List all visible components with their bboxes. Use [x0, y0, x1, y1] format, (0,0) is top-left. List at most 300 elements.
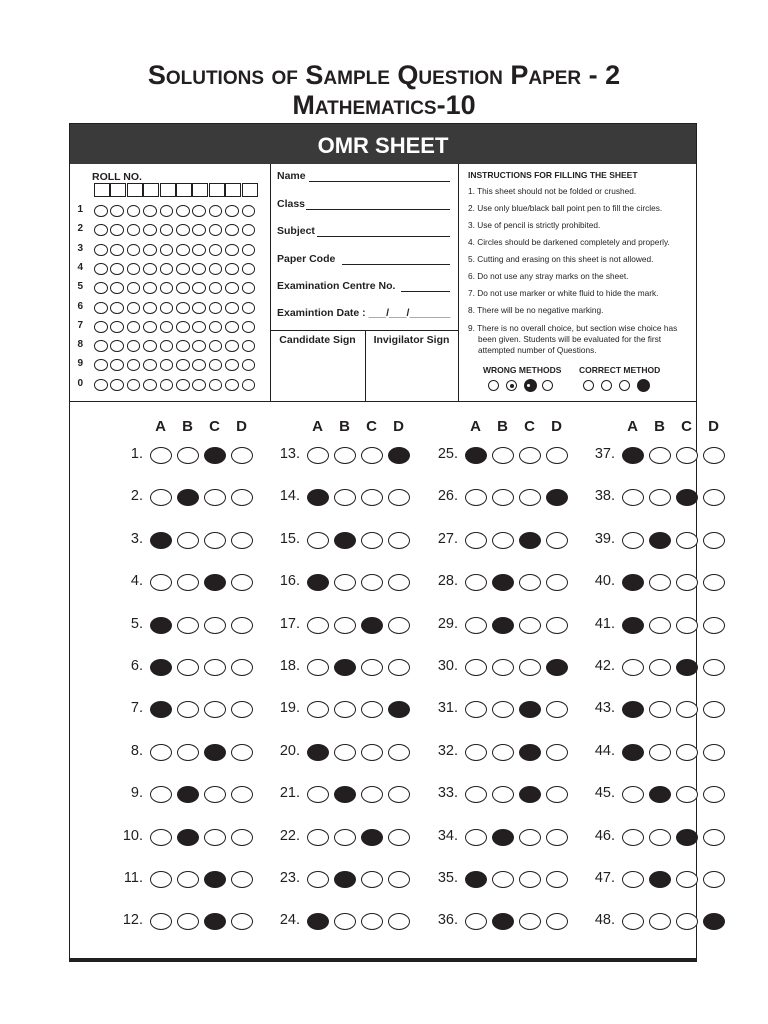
- answer-bubble[interactable]: [492, 829, 514, 846]
- roll-digit-box[interactable]: [160, 183, 176, 197]
- answer-bubble[interactable]: [492, 447, 514, 464]
- answer-bubble[interactable]: [204, 574, 226, 591]
- roll-bubble[interactable]: [176, 244, 190, 256]
- roll-bubble[interactable]: [160, 263, 174, 275]
- answer-bubble[interactable]: [676, 574, 698, 591]
- answer-bubble[interactable]: [231, 489, 253, 506]
- answer-bubble[interactable]: [334, 701, 356, 718]
- roll-bubble[interactable]: [160, 379, 174, 391]
- answer-bubble[interactable]: [546, 701, 568, 718]
- roll-bubble[interactable]: [176, 359, 190, 371]
- answer-bubble[interactable]: [546, 617, 568, 634]
- roll-bubble[interactable]: [143, 244, 157, 256]
- answer-bubble[interactable]: [177, 574, 199, 591]
- roll-bubble[interactable]: [209, 263, 223, 275]
- answer-bubble[interactable]: [334, 659, 356, 676]
- roll-bubble[interactable]: [160, 302, 174, 314]
- answer-bubble[interactable]: [703, 871, 725, 888]
- answer-bubble[interactable]: [465, 913, 487, 930]
- answer-bubble[interactable]: [177, 871, 199, 888]
- answer-bubble[interactable]: [388, 659, 410, 676]
- answer-bubble[interactable]: [622, 871, 644, 888]
- answer-bubble[interactable]: [492, 489, 514, 506]
- answer-bubble[interactable]: [361, 617, 383, 634]
- answer-bubble[interactable]: [676, 489, 698, 506]
- answer-bubble[interactable]: [492, 701, 514, 718]
- answer-bubble[interactable]: [703, 829, 725, 846]
- answer-bubble[interactable]: [177, 532, 199, 549]
- answer-bubble[interactable]: [492, 871, 514, 888]
- answer-bubble[interactable]: [177, 701, 199, 718]
- roll-bubble[interactable]: [110, 205, 124, 217]
- answer-bubble[interactable]: [465, 617, 487, 634]
- roll-bubble[interactable]: [225, 302, 239, 314]
- roll-bubble[interactable]: [94, 263, 108, 275]
- answer-bubble[interactable]: [204, 617, 226, 634]
- answer-bubble[interactable]: [204, 701, 226, 718]
- roll-bubble[interactable]: [209, 282, 223, 294]
- answer-bubble[interactable]: [703, 659, 725, 676]
- answer-bubble[interactable]: [676, 786, 698, 803]
- roll-bubble[interactable]: [127, 282, 141, 294]
- roll-bubble[interactable]: [176, 282, 190, 294]
- roll-bubble[interactable]: [110, 359, 124, 371]
- roll-bubble[interactable]: [94, 321, 108, 333]
- answer-bubble[interactable]: [622, 574, 644, 591]
- answer-bubble[interactable]: [204, 829, 226, 846]
- roll-bubble[interactable]: [225, 263, 239, 275]
- roll-digit-box[interactable]: [209, 183, 225, 197]
- answer-bubble[interactable]: [546, 786, 568, 803]
- answer-bubble[interactable]: [492, 532, 514, 549]
- answer-bubble[interactable]: [361, 701, 383, 718]
- roll-bubble[interactable]: [225, 224, 239, 236]
- answer-bubble[interactable]: [361, 447, 383, 464]
- answer-bubble[interactable]: [334, 829, 356, 846]
- answer-bubble[interactable]: [177, 829, 199, 846]
- answer-bubble[interactable]: [519, 913, 541, 930]
- roll-bubble[interactable]: [192, 340, 206, 352]
- answer-bubble[interactable]: [492, 659, 514, 676]
- answer-bubble[interactable]: [465, 744, 487, 761]
- answer-bubble[interactable]: [492, 617, 514, 634]
- answer-bubble[interactable]: [334, 447, 356, 464]
- answer-bubble[interactable]: [676, 701, 698, 718]
- answer-bubble[interactable]: [334, 489, 356, 506]
- answer-bubble[interactable]: [361, 659, 383, 676]
- answer-bubble[interactable]: [388, 617, 410, 634]
- answer-bubble[interactable]: [177, 447, 199, 464]
- roll-bubble[interactable]: [110, 282, 124, 294]
- answer-bubble[interactable]: [334, 617, 356, 634]
- answer-bubble[interactable]: [676, 913, 698, 930]
- roll-bubble[interactable]: [242, 379, 256, 391]
- answer-bubble[interactable]: [465, 829, 487, 846]
- answer-bubble[interactable]: [649, 871, 671, 888]
- roll-bubble[interactable]: [209, 340, 223, 352]
- answer-bubble[interactable]: [649, 617, 671, 634]
- roll-bubble[interactable]: [225, 379, 239, 391]
- answer-bubble[interactable]: [649, 744, 671, 761]
- roll-bubble[interactable]: [242, 224, 256, 236]
- answer-bubble[interactable]: [465, 701, 487, 718]
- answer-bubble[interactable]: [676, 447, 698, 464]
- answer-bubble[interactable]: [388, 574, 410, 591]
- answer-bubble[interactable]: [231, 829, 253, 846]
- answer-bubble[interactable]: [150, 829, 172, 846]
- roll-digit-box[interactable]: [110, 183, 126, 197]
- roll-bubble[interactable]: [209, 321, 223, 333]
- answer-bubble[interactable]: [546, 913, 568, 930]
- roll-bubble[interactable]: [110, 302, 124, 314]
- answer-bubble[interactable]: [622, 659, 644, 676]
- answer-bubble[interactable]: [204, 532, 226, 549]
- roll-bubble[interactable]: [192, 359, 206, 371]
- roll-bubble[interactable]: [242, 359, 256, 371]
- answer-bubble[interactable]: [307, 447, 329, 464]
- answer-bubble[interactable]: [622, 829, 644, 846]
- roll-digit-box[interactable]: [225, 183, 241, 197]
- answer-bubble[interactable]: [622, 786, 644, 803]
- exam-date-label[interactable]: Examintion Date : ___/___/_______: [277, 307, 451, 319]
- roll-bubble[interactable]: [209, 224, 223, 236]
- answer-bubble[interactable]: [465, 489, 487, 506]
- roll-bubble[interactable]: [143, 224, 157, 236]
- roll-bubble[interactable]: [160, 244, 174, 256]
- answer-bubble[interactable]: [361, 829, 383, 846]
- answer-bubble[interactable]: [204, 659, 226, 676]
- answer-bubble[interactable]: [676, 617, 698, 634]
- roll-bubble[interactable]: [192, 379, 206, 391]
- answer-bubble[interactable]: [361, 532, 383, 549]
- roll-bubble[interactable]: [209, 379, 223, 391]
- roll-bubble[interactable]: [160, 359, 174, 371]
- roll-bubble[interactable]: [94, 282, 108, 294]
- roll-bubble[interactable]: [94, 205, 108, 217]
- roll-digit-box[interactable]: [192, 183, 208, 197]
- roll-bubble[interactable]: [94, 302, 108, 314]
- exam-centre-field[interactable]: [401, 291, 450, 292]
- answer-bubble[interactable]: [307, 871, 329, 888]
- answer-bubble[interactable]: [622, 532, 644, 549]
- answer-bubble[interactable]: [307, 913, 329, 930]
- answer-bubble[interactable]: [465, 574, 487, 591]
- roll-bubble[interactable]: [192, 205, 206, 217]
- roll-bubble[interactable]: [242, 244, 256, 256]
- roll-bubble[interactable]: [192, 282, 206, 294]
- answer-bubble[interactable]: [546, 489, 568, 506]
- answer-bubble[interactable]: [546, 532, 568, 549]
- paper-code-field[interactable]: [342, 264, 450, 265]
- answer-bubble[interactable]: [703, 447, 725, 464]
- answer-bubble[interactable]: [231, 574, 253, 591]
- roll-bubble[interactable]: [176, 302, 190, 314]
- answer-bubble[interactable]: [676, 532, 698, 549]
- answer-bubble[interactable]: [703, 574, 725, 591]
- answer-bubble[interactable]: [150, 744, 172, 761]
- answer-bubble[interactable]: [204, 447, 226, 464]
- answer-bubble[interactable]: [361, 871, 383, 888]
- roll-digit-box[interactable]: [143, 183, 159, 197]
- roll-bubble[interactable]: [143, 263, 157, 275]
- answer-bubble[interactable]: [334, 871, 356, 888]
- roll-bubble[interactable]: [127, 244, 141, 256]
- answer-bubble[interactable]: [676, 871, 698, 888]
- answer-bubble[interactable]: [307, 617, 329, 634]
- answer-bubble[interactable]: [519, 786, 541, 803]
- answer-bubble[interactable]: [649, 829, 671, 846]
- answer-bubble[interactable]: [649, 701, 671, 718]
- answer-bubble[interactable]: [307, 829, 329, 846]
- answer-bubble[interactable]: [388, 447, 410, 464]
- roll-bubble[interactable]: [143, 302, 157, 314]
- roll-bubble[interactable]: [160, 282, 174, 294]
- answer-bubble[interactable]: [177, 489, 199, 506]
- roll-bubble[interactable]: [225, 340, 239, 352]
- subject-field[interactable]: [317, 236, 450, 237]
- answer-bubble[interactable]: [150, 913, 172, 930]
- answer-bubble[interactable]: [519, 447, 541, 464]
- answer-bubble[interactable]: [177, 913, 199, 930]
- roll-bubble[interactable]: [176, 340, 190, 352]
- answer-bubble[interactable]: [676, 659, 698, 676]
- roll-bubble[interactable]: [143, 205, 157, 217]
- answer-bubble[interactable]: [519, 659, 541, 676]
- answer-bubble[interactable]: [388, 786, 410, 803]
- roll-bubble[interactable]: [225, 205, 239, 217]
- roll-bubble[interactable]: [209, 205, 223, 217]
- answer-bubble[interactable]: [622, 447, 644, 464]
- name-field[interactable]: [309, 181, 450, 182]
- roll-bubble[interactable]: [110, 340, 124, 352]
- roll-bubble[interactable]: [176, 205, 190, 217]
- roll-bubble[interactable]: [143, 321, 157, 333]
- roll-bubble[interactable]: [127, 205, 141, 217]
- roll-bubble[interactable]: [110, 244, 124, 256]
- answer-bubble[interactable]: [388, 871, 410, 888]
- answer-bubble[interactable]: [231, 744, 253, 761]
- roll-bubble[interactable]: [110, 224, 124, 236]
- answer-bubble[interactable]: [150, 659, 172, 676]
- roll-bubble[interactable]: [160, 224, 174, 236]
- answer-bubble[interactable]: [177, 786, 199, 803]
- answer-bubble[interactable]: [231, 701, 253, 718]
- answer-bubble[interactable]: [307, 701, 329, 718]
- answer-bubble[interactable]: [150, 871, 172, 888]
- answer-bubble[interactable]: [622, 701, 644, 718]
- answer-bubble[interactable]: [465, 786, 487, 803]
- roll-bubble[interactable]: [176, 321, 190, 333]
- answer-bubble[interactable]: [177, 617, 199, 634]
- roll-bubble[interactable]: [192, 263, 206, 275]
- answer-bubble[interactable]: [546, 829, 568, 846]
- answer-bubble[interactable]: [150, 574, 172, 591]
- answer-bubble[interactable]: [307, 574, 329, 591]
- roll-digit-box[interactable]: [242, 183, 258, 197]
- answer-bubble[interactable]: [231, 786, 253, 803]
- answer-bubble[interactable]: [465, 447, 487, 464]
- answer-bubble[interactable]: [622, 617, 644, 634]
- roll-bubble[interactable]: [94, 340, 108, 352]
- roll-bubble[interactable]: [94, 359, 108, 371]
- roll-bubble[interactable]: [143, 359, 157, 371]
- answer-bubble[interactable]: [204, 786, 226, 803]
- answer-bubble[interactable]: [703, 744, 725, 761]
- answer-bubble[interactable]: [177, 659, 199, 676]
- answer-bubble[interactable]: [622, 489, 644, 506]
- roll-bubble[interactable]: [192, 244, 206, 256]
- answer-bubble[interactable]: [204, 913, 226, 930]
- answer-bubble[interactable]: [150, 786, 172, 803]
- roll-bubble[interactable]: [127, 359, 141, 371]
- answer-bubble[interactable]: [361, 489, 383, 506]
- answer-bubble[interactable]: [519, 489, 541, 506]
- answer-bubble[interactable]: [388, 829, 410, 846]
- roll-bubble[interactable]: [94, 224, 108, 236]
- answer-bubble[interactable]: [519, 701, 541, 718]
- roll-bubble[interactable]: [242, 321, 256, 333]
- answer-bubble[interactable]: [519, 532, 541, 549]
- roll-bubble[interactable]: [160, 340, 174, 352]
- answer-bubble[interactable]: [231, 913, 253, 930]
- answer-bubble[interactable]: [649, 447, 671, 464]
- answer-bubble[interactable]: [231, 659, 253, 676]
- answer-bubble[interactable]: [150, 447, 172, 464]
- roll-bubble[interactable]: [176, 379, 190, 391]
- roll-bubble[interactable]: [127, 321, 141, 333]
- roll-bubble[interactable]: [209, 302, 223, 314]
- roll-bubble[interactable]: [127, 263, 141, 275]
- answer-bubble[interactable]: [204, 871, 226, 888]
- answer-bubble[interactable]: [546, 744, 568, 761]
- answer-bubble[interactable]: [519, 871, 541, 888]
- answer-bubble[interactable]: [622, 913, 644, 930]
- answer-bubble[interactable]: [703, 489, 725, 506]
- answer-bubble[interactable]: [231, 532, 253, 549]
- roll-bubble[interactable]: [110, 321, 124, 333]
- roll-bubble[interactable]: [94, 379, 108, 391]
- answer-bubble[interactable]: [388, 532, 410, 549]
- roll-bubble[interactable]: [242, 340, 256, 352]
- roll-bubble[interactable]: [192, 224, 206, 236]
- answer-bubble[interactable]: [388, 489, 410, 506]
- answer-bubble[interactable]: [703, 786, 725, 803]
- answer-bubble[interactable]: [307, 489, 329, 506]
- roll-bubble[interactable]: [143, 340, 157, 352]
- answer-bubble[interactable]: [361, 913, 383, 930]
- roll-digit-box[interactable]: [176, 183, 192, 197]
- roll-bubble[interactable]: [192, 321, 206, 333]
- answer-bubble[interactable]: [703, 913, 725, 930]
- roll-bubble[interactable]: [160, 321, 174, 333]
- answer-bubble[interactable]: [546, 659, 568, 676]
- answer-bubble[interactable]: [204, 489, 226, 506]
- answer-bubble[interactable]: [492, 574, 514, 591]
- roll-bubble[interactable]: [242, 205, 256, 217]
- answer-bubble[interactable]: [231, 447, 253, 464]
- answer-bubble[interactable]: [388, 744, 410, 761]
- answer-bubble[interactable]: [465, 532, 487, 549]
- answer-bubble[interactable]: [622, 744, 644, 761]
- answer-bubble[interactable]: [334, 913, 356, 930]
- roll-bubble[interactable]: [225, 244, 239, 256]
- answer-bubble[interactable]: [150, 701, 172, 718]
- roll-bubble[interactable]: [176, 263, 190, 275]
- answer-bubble[interactable]: [307, 744, 329, 761]
- roll-bubble[interactable]: [192, 302, 206, 314]
- roll-bubble[interactable]: [127, 224, 141, 236]
- answer-bubble[interactable]: [334, 786, 356, 803]
- answer-bubble[interactable]: [177, 744, 199, 761]
- answer-bubble[interactable]: [649, 913, 671, 930]
- answer-bubble[interactable]: [150, 617, 172, 634]
- answer-bubble[interactable]: [231, 617, 253, 634]
- answer-bubble[interactable]: [649, 659, 671, 676]
- answer-bubble[interactable]: [703, 532, 725, 549]
- answer-bubble[interactable]: [649, 574, 671, 591]
- answer-bubble[interactable]: [334, 744, 356, 761]
- roll-bubble[interactable]: [143, 379, 157, 391]
- roll-bubble[interactable]: [242, 282, 256, 294]
- answer-bubble[interactable]: [546, 574, 568, 591]
- roll-bubble[interactable]: [110, 263, 124, 275]
- answer-bubble[interactable]: [334, 574, 356, 591]
- roll-bubble[interactable]: [143, 282, 157, 294]
- answer-bubble[interactable]: [676, 829, 698, 846]
- answer-bubble[interactable]: [649, 489, 671, 506]
- answer-bubble[interactable]: [703, 701, 725, 718]
- roll-bubble[interactable]: [209, 359, 223, 371]
- answer-bubble[interactable]: [519, 744, 541, 761]
- answer-bubble[interactable]: [361, 786, 383, 803]
- answer-bubble[interactable]: [546, 447, 568, 464]
- answer-bubble[interactable]: [307, 659, 329, 676]
- answer-bubble[interactable]: [519, 574, 541, 591]
- answer-bubble[interactable]: [649, 786, 671, 803]
- answer-bubble[interactable]: [204, 744, 226, 761]
- answer-bubble[interactable]: [649, 532, 671, 549]
- answer-bubble[interactable]: [546, 871, 568, 888]
- answer-bubble[interactable]: [519, 617, 541, 634]
- answer-bubble[interactable]: [231, 871, 253, 888]
- roll-bubble[interactable]: [160, 205, 174, 217]
- answer-bubble[interactable]: [703, 617, 725, 634]
- answer-bubble[interactable]: [307, 786, 329, 803]
- answer-bubble[interactable]: [334, 532, 356, 549]
- class-field[interactable]: [306, 209, 450, 210]
- roll-bubble[interactable]: [127, 379, 141, 391]
- roll-bubble[interactable]: [127, 340, 141, 352]
- answer-bubble[interactable]: [492, 744, 514, 761]
- roll-bubble[interactable]: [94, 244, 108, 256]
- roll-digit-box[interactable]: [127, 183, 143, 197]
- answer-bubble[interactable]: [307, 532, 329, 549]
- answer-bubble[interactable]: [492, 786, 514, 803]
- roll-digit-box[interactable]: [94, 183, 110, 197]
- answer-bubble[interactable]: [492, 913, 514, 930]
- roll-bubble[interactable]: [225, 359, 239, 371]
- roll-bubble[interactable]: [127, 302, 141, 314]
- answer-bubble[interactable]: [465, 659, 487, 676]
- roll-bubble[interactable]: [110, 379, 124, 391]
- answer-bubble[interactable]: [676, 744, 698, 761]
- answer-bubble[interactable]: [361, 744, 383, 761]
- answer-bubble[interactable]: [388, 913, 410, 930]
- answer-bubble[interactable]: [150, 532, 172, 549]
- roll-bubble[interactable]: [242, 263, 256, 275]
- answer-bubble[interactable]: [388, 701, 410, 718]
- roll-bubble[interactable]: [176, 224, 190, 236]
